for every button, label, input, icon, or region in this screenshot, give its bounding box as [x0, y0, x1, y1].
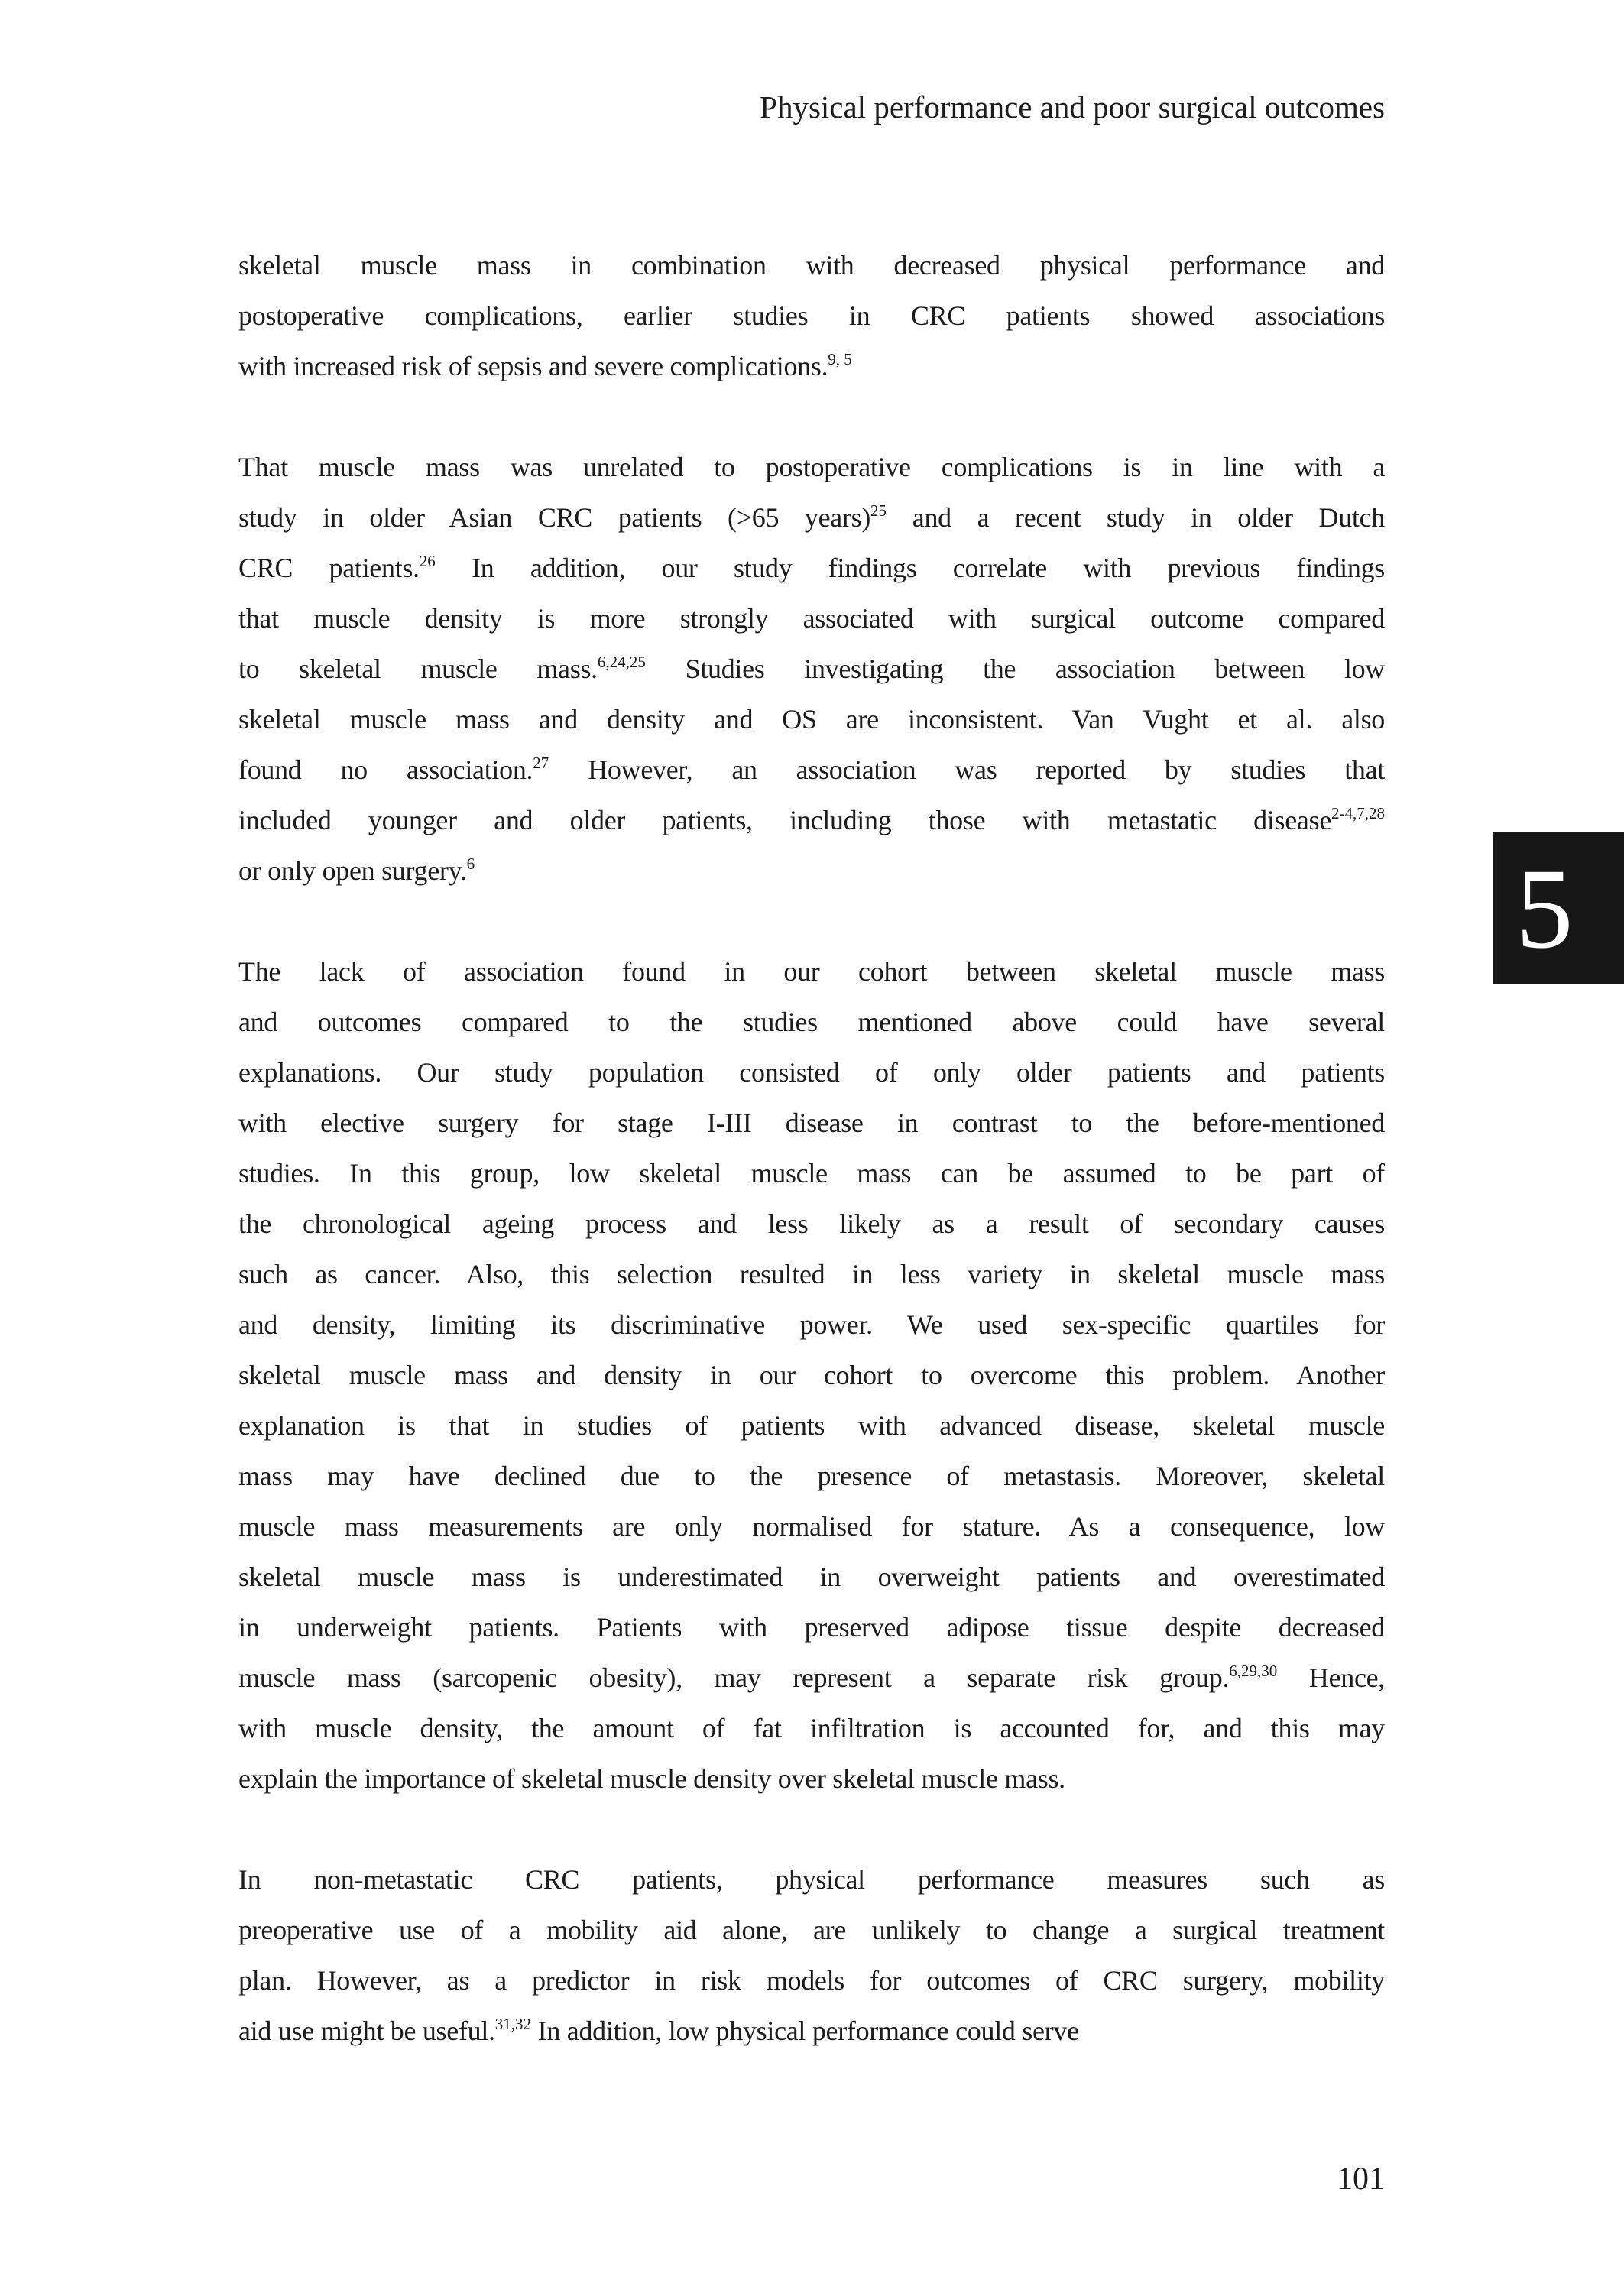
body-text [238, 240, 1385, 2056]
citation-superscript: 6 [466, 855, 475, 873]
paragraph [238, 1854, 1385, 2056]
text-line: In non-metastatic CRC patients, physical performance measures such as [238, 1864, 1385, 1895]
paragraph [238, 946, 1385, 1804]
text-line: and density, limiting its discriminative power. We used sex-specific quartiles for [238, 1309, 1385, 1340]
text-line: preoperative use of a mobility aid alone, are unlikely to change a surgical treatment [238, 1915, 1385, 1945]
text-line: that muscle density is more strongly associated with surgical outcome compared [238, 603, 1385, 634]
citation-superscript: 27 [533, 754, 549, 772]
text-line: with increased risk of sepsis and severe complications.$^{9, 5}$ [238, 350, 852, 381]
text-line: skeletal muscle mass is underestimated in overweight patients and overestimated [238, 1562, 1385, 1592]
text-line: postoperative complications, earlier studies in CRC patients showed associations [238, 300, 1385, 331]
text-line: plan. However, as a predictor in risk models for outcomes of CRC surgery, mobility [238, 1965, 1385, 1996]
citation-superscript: 9, 5 [828, 350, 852, 368]
text-line: skeletal muscle mass in combination with decreased physical performance and [238, 250, 1385, 281]
text-line: study in older Asian CRC patients (>65 years)$^{25}$ and a recent study in older Dutch [238, 501, 1385, 533]
text-line: CRC patients.$^{26}$ In addition, our study findings correlate with previous findings [238, 552, 1385, 583]
text-line: such as cancer. Also, this selection resulted in less variety in skeletal muscle mass [238, 1259, 1385, 1289]
text-line: and outcomes compared to the studies mentioned above could have several [238, 1007, 1385, 1037]
text-line: in underweight patients. Patients with preserved adipose tissue despite decreased [238, 1612, 1385, 1643]
text-line: That muscle mass was unrelated to postoperative complications is in line with a [238, 452, 1385, 482]
text-line: studies. In this group, low skeletal muscle mass can be assumed to be part of [238, 1158, 1385, 1189]
text-line: explanation is that in studies of patients with advanced disease, skeletal muscle [238, 1410, 1385, 1441]
citation-superscript: 2-4,7,28 [1331, 804, 1385, 822]
text-line: skeletal muscle mass and density in our cohort to overcome this problem. Another [238, 1360, 1385, 1390]
text-line: explain the importance of skeletal muscle density over skeletal muscle mass. [238, 1763, 1065, 1794]
citation-superscript: 25 [870, 501, 887, 520]
chapter-tab [1493, 832, 1624, 984]
paragraph [238, 442, 1385, 896]
text-line: the chronological ageing process and less likely as a result of secondary causes [238, 1208, 1385, 1239]
text-line: mass may have declined due to the presence of metastasis. Moreover, skeletal [238, 1461, 1385, 1491]
text-line: found no association.$^{27}$ However, an association was reported by studies that [238, 754, 1385, 785]
text-line: muscle mass (sarcopenic obesity), may represent a separate risk group.$^{6,29,30}$ Hence, [238, 1662, 1385, 1693]
text-line: The lack of association found in our cohort between skeletal muscle mass [238, 956, 1385, 987]
text-line: included younger and older patients, including those with metastatic disease$^{2-4,7,28}$ [238, 804, 1385, 835]
text-line: with muscle density, the amount of fat infiltration is accounted for, and this may [238, 1713, 1385, 1743]
running-header: Physical performance and poor surgical outcomes [760, 89, 1385, 125]
text-line: or only open surgery.$^6$ [238, 855, 475, 886]
text-line: explanations. Our study population consisted of only older patients and patients [238, 1057, 1385, 1088]
citation-superscript: 31,32 [494, 2015, 531, 2033]
text-line: muscle mass measurements are only normalised for stature. As a consequence, low [238, 1511, 1385, 1542]
text-line: aid use might be useful.$^{31,32}$ In addition, low physical performance could serve [238, 2015, 1079, 2046]
paragraph [238, 240, 1385, 391]
citation-superscript: 26 [419, 552, 436, 570]
citation-superscript: 6,29,30 [1229, 1662, 1278, 1680]
text-line: skeletal muscle mass and density and OS are inconsistent. Van Vught et al. also [238, 704, 1385, 735]
page-number: 101 [1337, 2162, 1385, 2197]
text-line: to skeletal muscle mass.$^{6,24,25}$ Studies investigating the association between low [238, 653, 1385, 684]
text-line: with elective surgery for stage I-III disease in contrast to the before-mentioned [238, 1108, 1385, 1138]
chapter-number: 5 [1515, 845, 1574, 972]
citation-superscript: 6,24,25 [597, 653, 646, 671]
